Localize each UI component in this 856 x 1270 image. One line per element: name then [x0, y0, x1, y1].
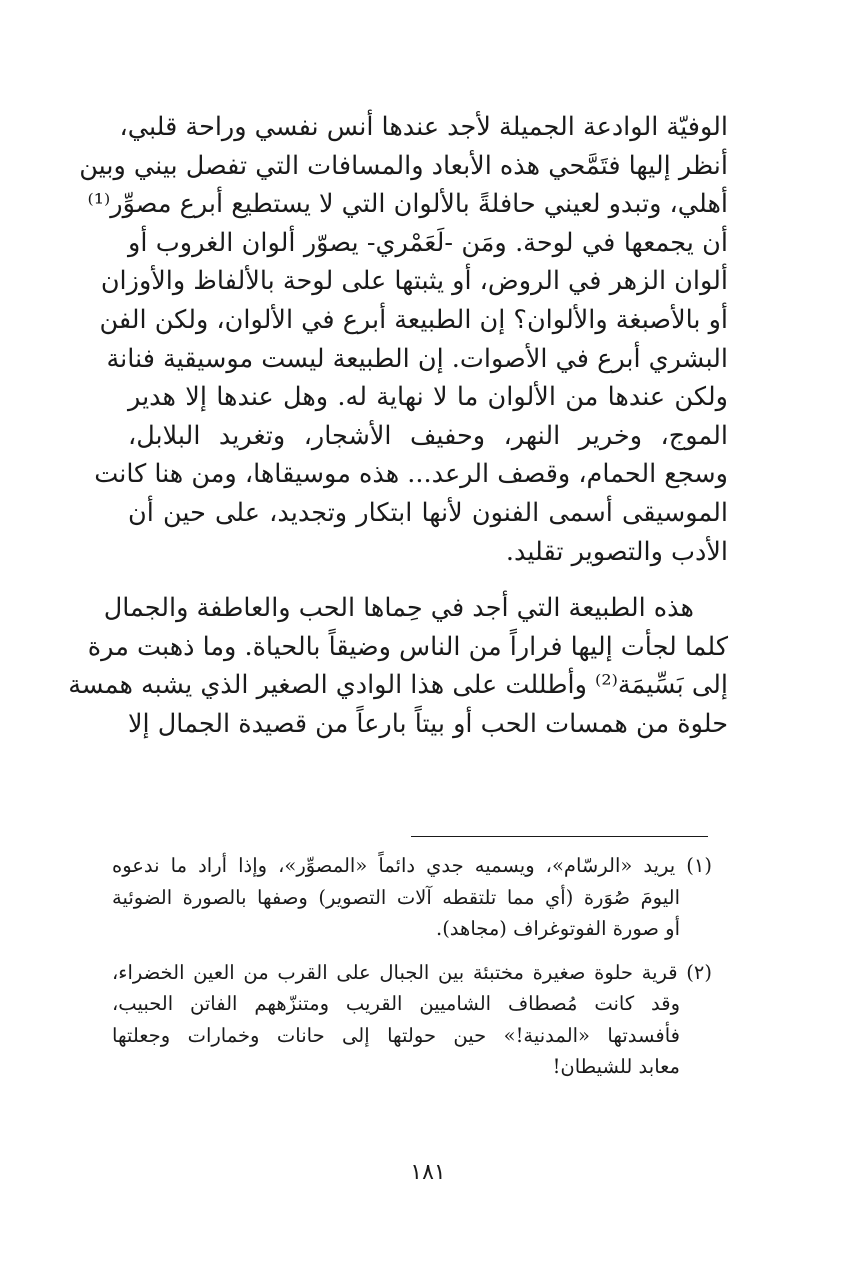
- text-line: ولكن عندها من الألوان ما لا نهاية له. وهل عندها إلا هدير: [128, 382, 728, 413]
- text-line: هذه الطبيعة التي أجد في حِماها الحب والعاطفة والجمال: [103, 593, 694, 624]
- footnote-line: أو صورة الفوتوغراف (مجاهد).: [436, 917, 680, 940]
- text-line: الموج، وخرير النهر، وحفيف الأشجار، وتغريد البلابل،: [128, 420, 728, 451]
- footnote-line: فأفسدتها «المدنية!» حين حولتها إلى حانات وخمارات وجعلتها: [112, 1023, 680, 1047]
- footnote-line: (١) يريد «الرسّام»، ويسميه جدي دائماً «المصوِّر»، وإذا أراد ما ندعوه: [112, 854, 712, 877]
- text-line: إلى بَسِّيمَة⁽²⁾ وأطللت على هذا الوادي الصغير الذي يشبه همسة: [68, 670, 728, 701]
- body-text: [68, 108, 728, 744]
- footnote-divider: [411, 836, 708, 837]
- footnote-line: وقد كانت مُصطاف الشاميين القريب ومتنزّههم الفاتن الحبيب،: [112, 992, 680, 1015]
- text-line: أن يجمعها في لوحة. ومَن -لَعَمْري- يصوّر ألوان الغروب أو: [128, 227, 728, 258]
- footnote-line: اليومَ صُوَرة (أي مما تلتقطه آلات التصوير) وصفها بالصورة الضوئية: [112, 885, 680, 909]
- text-line: وسجع الحمام، وقصف الرعد... هذه موسيقاها، ومن هنا كانت: [94, 459, 728, 490]
- text-line: أهلي، وتبدو لعيني حافلةً بالألوان التي لا يستطيع أبرع مصوِّر⁽¹⁾: [87, 189, 728, 220]
- text-line: البشري أبرع في الأصوات. إن الطبيعة ليست موسيقية فنانة: [106, 343, 728, 374]
- text-line: الوفيّة الوادعة الجميلة لأجد عندها أنس نفسي وراحة قلبي،: [119, 112, 728, 142]
- text-line: أو بالأصبغة والألوان؟ إن الطبيعة أبرع في الألوان، ولكن الفن: [99, 304, 728, 335]
- text-line: حلوة من همسات الحب أو بيتاً بارعاً من قصيدة الجمال إلا: [128, 708, 728, 739]
- footnote-line: معابد للشيطان!: [552, 1055, 680, 1078]
- text-line: أنظر إليها فتَمَّحي هذه الأبعاد والمسافات التي تفصل بيني وبين: [79, 150, 728, 181]
- text-line: الأدب والتصوير تقليد.: [505, 536, 728, 567]
- text-line: كلما لجأت إليها فراراً من الناس وضيقاً بالحياة. وما ذهبت مرة: [87, 631, 728, 662]
- text-line: الموسيقى أسمى الفنون لأنها ابتكار وتجديد، على حين أن: [128, 497, 728, 528]
- paragraph-gap: [128, 571, 728, 589]
- footnote-line: (٢) قرية حلوة صغيرة مختبئة بين الجبال على القرب من العين الخضراء،: [112, 960, 712, 984]
- page-number: ١٨١: [410, 1160, 446, 1185]
- footnote-gap: [112, 945, 712, 957]
- text-line: ألوان الزهر في الروض، أو يثبتها على لوحة بالألفاظ والأوزان: [100, 266, 728, 297]
- footnotes: [112, 850, 712, 1083]
